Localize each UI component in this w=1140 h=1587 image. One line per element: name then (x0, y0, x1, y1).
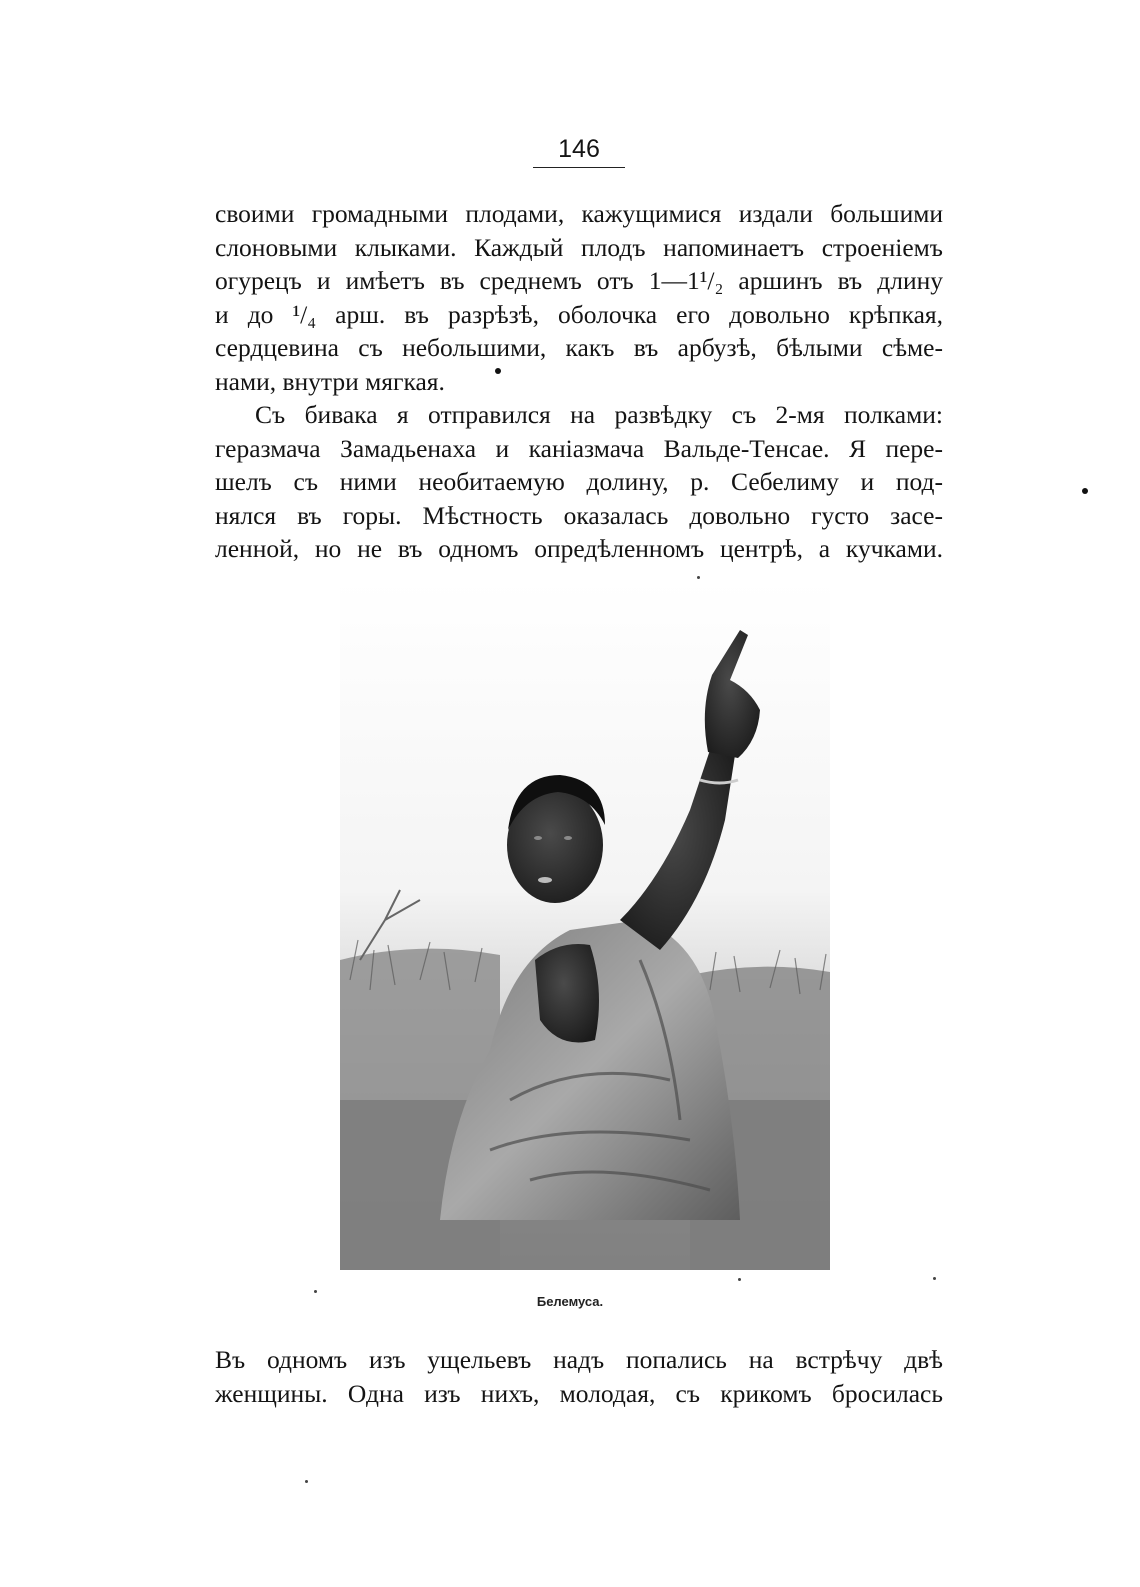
text-line: сердцевина съ небольшими, какъ въ арбузѣ, бѣлыми сѣме- (215, 333, 943, 362)
text-line: своими громадными плодами, кажущимися издали большими (215, 199, 943, 228)
print-speck (697, 576, 700, 579)
text-line: огурецъ и имѣетъ въ среднемъ отъ 1—1¹/₂ аршинъ въ длину (215, 266, 943, 295)
text-line: Съ бивака я отправился на развѣдку съ 2-мя полками: (255, 400, 943, 429)
portrait-photograph (340, 580, 830, 1270)
body-text-top (215, 197, 943, 566)
text-line: и до ¹/₄ арш. въ разрѣзѣ, оболочка его довольно крѣпкая, (215, 299, 943, 329)
text-line: ленной, но не въ одномъ опредѣленномъ центрѣ, а кучками. (215, 534, 943, 563)
paragraph-3 (215, 1343, 943, 1410)
text-line: нами, внутри мягкая. (215, 366, 445, 396)
text-line: нялся въ горы. Мѣстность оказалась довольно густо засе- (215, 500, 943, 530)
text-line: Въ одномъ изъ ущельевъ надъ попались на встрѣчу двѣ (215, 1345, 943, 1374)
text-line: слоновыми клыками. Каждый плодъ напоминаетъ строеніемъ (215, 232, 943, 262)
text-line: геразмача Замадьенаха и каніазмача Вальде-Тенсае. Я пере- (215, 433, 943, 463)
figure-caption: Белемуса. (536, 1294, 604, 1309)
print-dot (495, 368, 501, 374)
page-number: 146 (533, 133, 625, 168)
print-speck (933, 1277, 936, 1280)
print-dot (1082, 488, 1088, 494)
text-line: шелъ съ ними необитаемую долину, р. Себелиму и под- (215, 467, 943, 496)
print-speck (305, 1480, 308, 1483)
body-text-bottom (215, 1343, 943, 1410)
paragraph-2 (215, 398, 943, 566)
portrait-illustration (340, 580, 830, 1270)
paragraph-1 (215, 197, 943, 398)
print-speck (314, 1290, 317, 1293)
print-speck (738, 1278, 741, 1281)
text-line: женщины. Одна изъ нихъ, молодая, съ крикомъ бросилась (215, 1378, 943, 1408)
